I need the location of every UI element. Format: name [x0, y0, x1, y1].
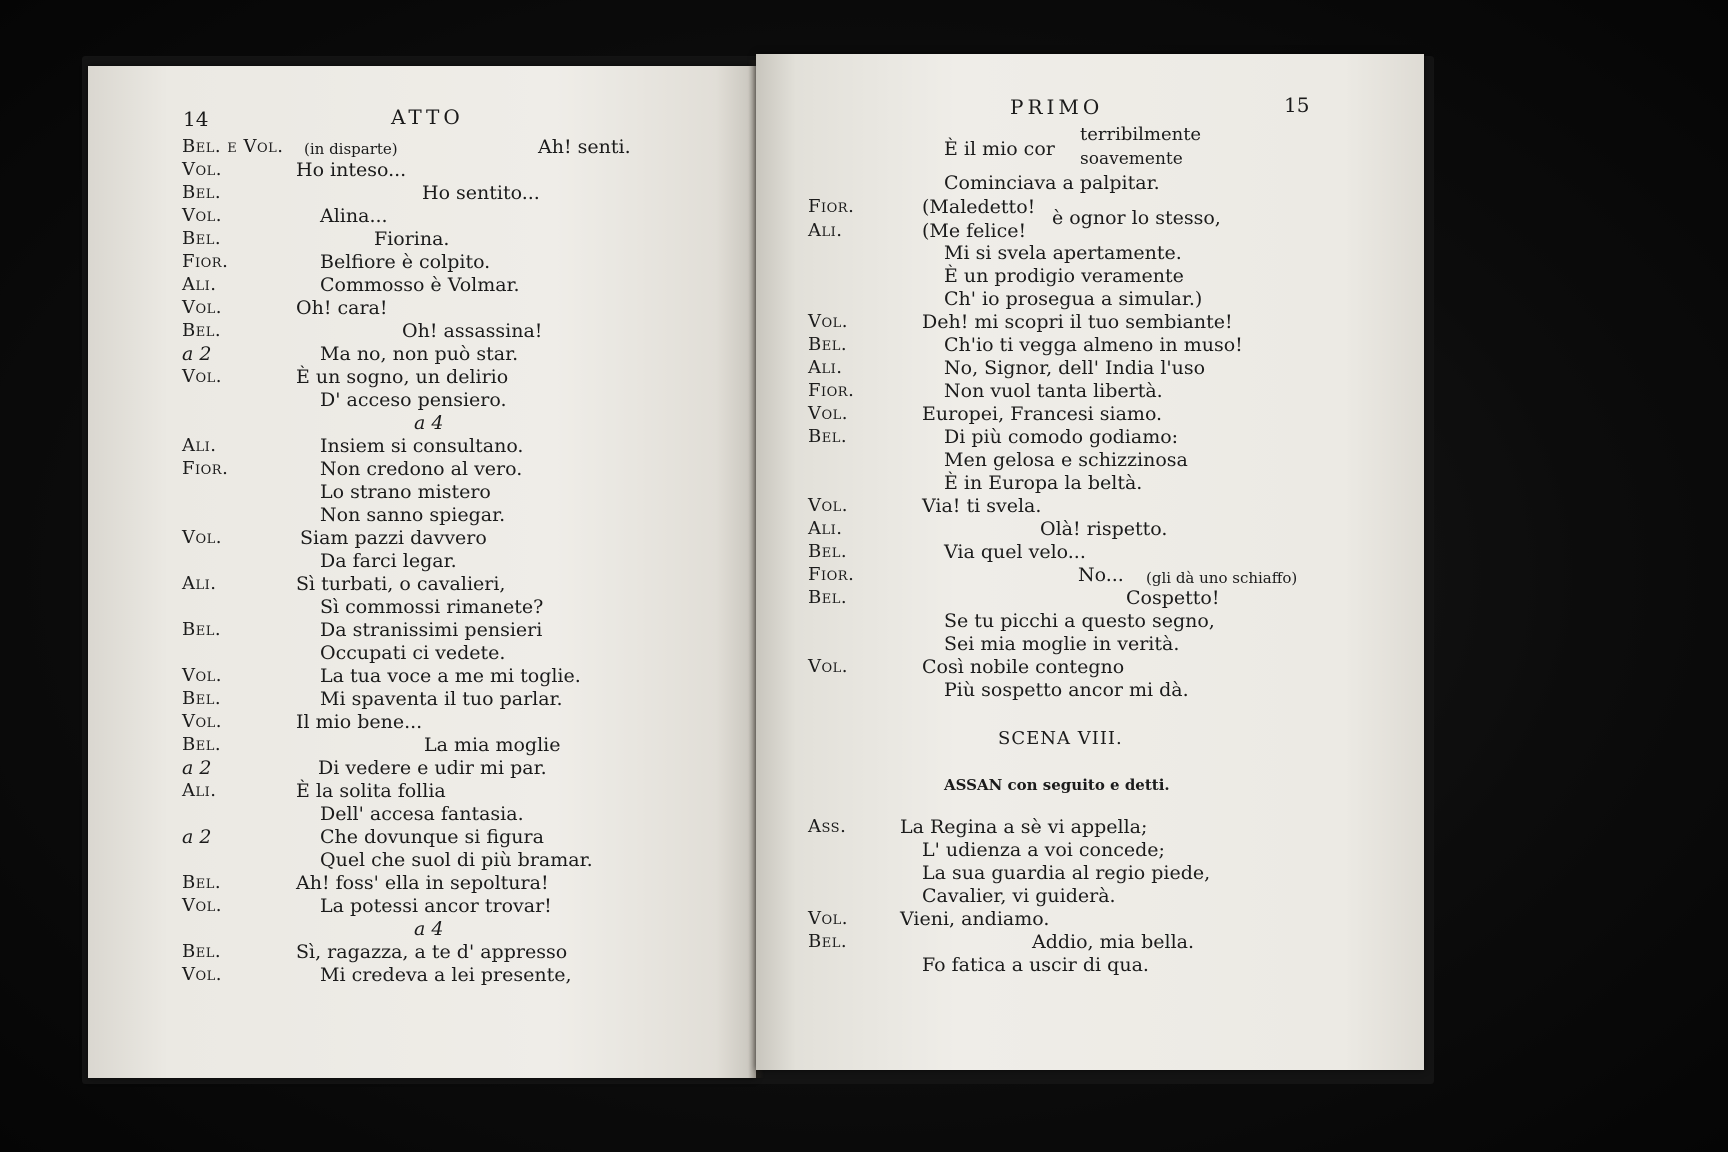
dialogue-line: No, Signor, dell' India l'uso — [944, 357, 1206, 379]
dialogue-line: La tua voce a me mi toglie. — [320, 665, 581, 687]
dialogue-line: Via! ti svela. — [922, 495, 1042, 517]
dialogue-line: Mi spaventa il tuo parlar. — [320, 688, 563, 710]
speaker-label: a 2 — [182, 757, 212, 779]
speaker-label: Fior. — [808, 196, 855, 217]
speaker-label: Bel. — [182, 734, 222, 755]
stage-direction: (in disparte) — [304, 140, 398, 158]
dialogue-line: soavemente — [1080, 149, 1183, 169]
dialogue-line: Di più comodo godiamo: — [944, 426, 1179, 448]
dialogue-line: È il mio cor — [944, 138, 1055, 160]
speaker-label: Bel. — [182, 941, 222, 962]
page-header: PRIMO — [1010, 95, 1104, 119]
speaker-label: Bel. — [182, 320, 222, 341]
speaker-label: Vol. — [182, 297, 223, 318]
dialogue-line: Fo fatica a uscir di qua. — [922, 954, 1149, 976]
speaker-label: Vol. — [182, 964, 223, 985]
speaker-label: Bel. — [182, 872, 222, 893]
dialogue-line: Vieni, andiamo. — [900, 908, 1050, 930]
dialogue-line: Cominciava a palpitar. — [944, 172, 1160, 194]
speaker-label: Ali. — [182, 780, 217, 801]
dialogue-line: Insiem si consultano. — [320, 435, 524, 457]
speaker-label: Vol. — [182, 665, 223, 686]
speaker-label: Fior. — [808, 380, 855, 401]
dialogue-line: È in Europa la beltà. — [944, 472, 1143, 494]
dialogue-line: (Me felice! — [922, 220, 1027, 242]
dialogue-line: La potessi ancor trovar! — [320, 895, 552, 917]
speaker-label: Ali. — [182, 274, 217, 295]
speaker-label: Fior. — [182, 458, 229, 479]
dialogue-line: Ch'io ti vegga almeno in muso! — [944, 334, 1243, 356]
speaker-label: Fior. — [808, 564, 855, 585]
speaker-label: Vol. — [182, 205, 223, 226]
dialogue-line: La sua guardia al regio piede, — [922, 862, 1211, 884]
dialogue-line: Il mio bene... — [296, 711, 423, 733]
dialogue-line: Europei, Francesi siamo. — [922, 403, 1163, 425]
speaker-label: Ali. — [808, 220, 843, 241]
speaker-label: Vol. — [182, 366, 223, 387]
speaker-label: Vol. — [808, 908, 849, 929]
dialogue-line: Sei mia moglie in verità. — [944, 633, 1180, 655]
speaker-label: Bel. — [808, 334, 848, 355]
dialogue-line: Se tu picchi a questo segno, — [944, 610, 1215, 632]
ensemble-marker: a 4 — [414, 412, 444, 434]
page-header: ATTO — [391, 105, 464, 129]
speaker-label: Bel. — [182, 688, 222, 709]
dialogue-line: Quel che suol di più bramar. — [320, 849, 593, 871]
speaker-label: Ass. — [808, 816, 847, 837]
speaker-label: Vol. — [808, 311, 849, 332]
speaker-label: Vol. — [182, 711, 223, 732]
scene-cast: ASSAN con seguito e detti. — [944, 776, 1170, 794]
dialogue-line: Belfiore è colpito. — [320, 251, 491, 273]
dialogue-line: È la solita follia — [296, 780, 446, 802]
dialogue-line: Deh! mi scopri il tuo sembiante! — [922, 311, 1233, 333]
speaker-label: Bel. — [808, 426, 848, 447]
dialogue-line: Lo strano mistero — [320, 481, 491, 503]
dialogue-line: No... — [1078, 564, 1124, 586]
dialogue-line: Siam pazzi davvero — [300, 527, 487, 549]
dialogue-line: È un sogno, un delirio — [296, 366, 509, 388]
dialogue-line: Più sospetto ancor mi dà. — [944, 679, 1189, 701]
speaker-label: Bel. — [182, 182, 222, 203]
dialogue-line: Non vuol tanta libertà. — [944, 380, 1163, 402]
dialogue-line: Ma no, non può star. — [320, 343, 519, 365]
dialogue-line: Così nobile contegno — [922, 656, 1125, 678]
dialogue-line: Olà! rispetto. — [1040, 518, 1168, 540]
dialogue-line: Non sanno spiegar. — [320, 504, 506, 526]
dialogue-line: Occupati ci vedete. — [320, 642, 506, 664]
dialogue-line: Cospetto! — [1126, 587, 1220, 609]
page-number: 15 — [1284, 93, 1310, 117]
dialogue-line: Ah! foss' ella in sepoltura! — [296, 872, 549, 894]
scene-title: SCENA VIII. — [998, 728, 1123, 749]
dialogue-line: Da stranissimi pensieri — [320, 619, 543, 641]
speaker-label: a 2 — [182, 343, 212, 365]
speaker-label: Ali. — [182, 573, 217, 594]
dialogue-line: Dell' accesa fantasia. — [320, 803, 524, 825]
dialogue-line: Ah! senti. — [538, 136, 631, 158]
dialogue-line: Da farci legar. — [320, 550, 457, 572]
stage-direction: (gli dà uno schiaffo) — [1146, 569, 1298, 587]
dialogue-line: Oh! assassina! — [402, 320, 543, 342]
speaker-label: Vol. — [808, 403, 849, 424]
dialogue-line: terribilmente — [1080, 124, 1202, 145]
dialogue-line: Ho inteso... — [296, 159, 407, 181]
dialogue-line: D' acceso pensiero. — [320, 389, 507, 411]
dialogue-line: Fiorina. — [374, 228, 450, 250]
speaker-label: a 2 — [182, 826, 212, 848]
dialogue-line: L' udienza a voi concede; — [922, 839, 1165, 861]
speaker-label: Bel. — [808, 587, 848, 608]
speaker-label: Bel. — [808, 931, 848, 952]
dialogue-line: La Regina a sè vi appella; — [900, 816, 1148, 838]
dialogue-line: Che dovunque si figura — [320, 826, 544, 848]
speaker-label: Vol. — [182, 527, 223, 548]
dialogue-line: Non credono al vero. — [320, 458, 523, 480]
right-page — [756, 54, 1424, 1070]
dialogue-line: Sì commossi rimanete? — [320, 596, 544, 618]
speaker-label: Bel. — [182, 619, 222, 640]
dialogue-line: (Maledetto! — [922, 196, 1036, 218]
speaker-label: Ali. — [182, 435, 217, 456]
speaker-label: Ali. — [808, 357, 843, 378]
dialogue-line: È un prodigio veramente — [944, 265, 1184, 287]
dialogue-line: Commosso è Volmar. — [320, 274, 520, 296]
dialogue-line: La mia moglie — [424, 734, 561, 756]
page-number: 14 — [183, 107, 209, 131]
speaker-label: Bel. e Vol. — [182, 136, 284, 157]
dialogue-line: Ch' io prosegua a simular.) — [944, 288, 1203, 310]
speaker-label: Vol. — [182, 159, 223, 180]
speaker-label: Fior. — [182, 251, 229, 272]
dialogue-line: è ognor lo stesso, — [1052, 207, 1221, 229]
dialogue-line: Sì turbati, o cavalieri, — [296, 573, 506, 595]
speaker-label: Ali. — [808, 518, 843, 539]
speaker-label: Vol. — [182, 895, 223, 916]
dialogue-line: Ho sentito... — [422, 182, 540, 204]
dialogue-line: Cavalier, vi guiderà. — [922, 885, 1116, 907]
speaker-label: Vol. — [808, 495, 849, 516]
speaker-label: Vol. — [808, 656, 849, 677]
dialogue-line: Sì, ragazza, a te d' appresso — [296, 941, 568, 963]
ensemble-marker: a 4 — [414, 918, 444, 940]
dialogue-line: Via quel velo... — [944, 541, 1086, 563]
dialogue-line: Mi si svela apertamente. — [944, 242, 1182, 264]
dialogue-line: Di vedere e udir mi par. — [318, 757, 547, 779]
left-page — [88, 66, 756, 1078]
dialogue-line: Addio, mia bella. — [1032, 931, 1195, 953]
speaker-label: Bel. — [182, 228, 222, 249]
dialogue-line: Mi credeva a lei presente, — [320, 964, 572, 986]
speaker-label: Bel. — [808, 541, 848, 562]
dialogue-line: Alina... — [320, 205, 388, 227]
dialogue-line: Oh! cara! — [296, 297, 388, 319]
dialogue-line: Men gelosa e schizzinosa — [944, 449, 1188, 471]
